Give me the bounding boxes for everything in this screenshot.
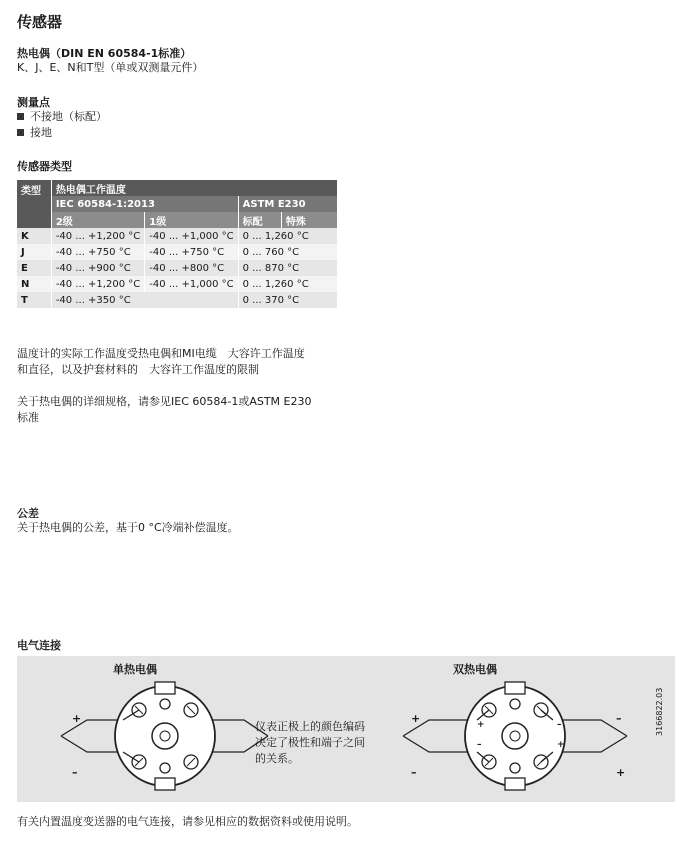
- figure-id: 3166822.03: [655, 687, 664, 736]
- row-type: E: [17, 260, 51, 276]
- electrical-heading: 电气连接: [17, 639, 61, 652]
- bullet-icon: [17, 113, 24, 120]
- col-range-header: 热电偶工作温度: [51, 180, 337, 196]
- measuring-point-item: 接地: [17, 125, 52, 140]
- class1-header: 1级: [145, 212, 238, 228]
- wiring-diagram-panel: [17, 656, 675, 802]
- diagram-caption: 的关系。: [255, 752, 299, 765]
- bullet-icon: [17, 129, 24, 136]
- row-class2: -40 ... +1,200 °C: [51, 276, 144, 292]
- note-text: 和直径，以及护套材料的 大容许工作温度的限制: [17, 363, 259, 376]
- diagram-caption: 决定了极性和端子之间: [255, 736, 365, 749]
- plus-symbol: +: [72, 712, 82, 725]
- note-text: 标准: [17, 411, 39, 424]
- row-class1: -40 ... +1,000 °C: [145, 228, 238, 244]
- table-row: [17, 228, 337, 244]
- row-standard: 0 ... 1,260 °C: [238, 276, 337, 292]
- sensor-types-heading: 传感器类型: [17, 160, 72, 173]
- footer-note: 有关内置温度变送器的电气连接，请参见相应的数据资料或使用说明。: [17, 815, 358, 828]
- row-class1: -40 ... +750 °C: [145, 244, 238, 260]
- row-standard: 0 ... 870 °C: [238, 260, 337, 276]
- plus-symbol: +: [616, 766, 626, 779]
- row-class1: -40 ... +1,000 °C: [145, 276, 238, 292]
- row-class2: -40 ... +900 °C: [51, 260, 144, 276]
- col-type-header: 类型: [17, 180, 51, 228]
- minus-symbol: –: [72, 766, 78, 779]
- sensor-types-table: [17, 180, 337, 308]
- note-text: 温度计的实际工作温度受热电偶和MI电缆 大容许工作温度: [17, 347, 305, 360]
- special-header: 特殊: [281, 212, 337, 228]
- single-thermocouple-label: 单热电偶: [113, 663, 157, 676]
- note-text: 关于热电偶的详细规格，请参见IEC 60584-1或ASTM E230: [17, 395, 312, 408]
- row-class2: -40 ... +750 °C: [51, 244, 144, 260]
- page-title: 传感器: [17, 13, 63, 31]
- standard-header: 标配: [238, 212, 281, 228]
- plus-symbol: +: [557, 740, 565, 750]
- row-class1: -40 ... +800 °C: [145, 260, 238, 276]
- row-standard: 0 ... 760 °C: [238, 244, 337, 260]
- measuring-point-item: 不接地（标配）: [17, 109, 107, 124]
- tolerance-text: 关于热电偶的公差，基于0 °C冷端补偿温度。: [17, 521, 239, 534]
- thermocouple-types: K、J、E、N和T型（单或双测量元件）: [17, 61, 204, 74]
- table-row: [17, 276, 337, 292]
- plus-symbol: +: [477, 720, 485, 730]
- minus-symbol: –: [477, 740, 482, 750]
- measuring-point-heading: 测量点: [17, 96, 50, 109]
- class2-header: 2级: [51, 212, 144, 228]
- row-type: T: [17, 292, 51, 308]
- row-standard: 0 ... 1,260 °C: [238, 228, 337, 244]
- row-class2: -40 ... +350 °C: [51, 292, 238, 308]
- table-row: [17, 292, 337, 308]
- dual-thermocouple-diagram: [399, 680, 631, 800]
- table-row: [17, 244, 337, 260]
- row-type: N: [17, 276, 51, 292]
- iec-group-header: IEC 60584-1:2013: [51, 196, 238, 212]
- minus-symbol: –: [557, 720, 562, 730]
- row-standard: 0 ... 370 °C: [238, 292, 337, 308]
- minus-symbol: –: [411, 766, 417, 779]
- diagram-caption: 仪表正极上的颜色编码: [255, 720, 365, 733]
- row-type: K: [17, 228, 51, 244]
- plus-symbol: +: [411, 712, 421, 725]
- row-class2: -40 ... +1,200 °C: [51, 228, 144, 244]
- thermocouple-heading: 热电偶（DIN EN 60584-1标准）: [17, 47, 192, 60]
- tolerance-heading: 公差: [17, 507, 39, 520]
- astm-group-header: ASTM E230: [238, 196, 337, 212]
- single-thermocouple-diagram: [57, 680, 272, 800]
- row-type: J: [17, 244, 51, 260]
- table-row: [17, 260, 337, 276]
- minus-symbol: –: [616, 712, 622, 725]
- dual-thermocouple-label: 双热电偶: [453, 663, 497, 676]
